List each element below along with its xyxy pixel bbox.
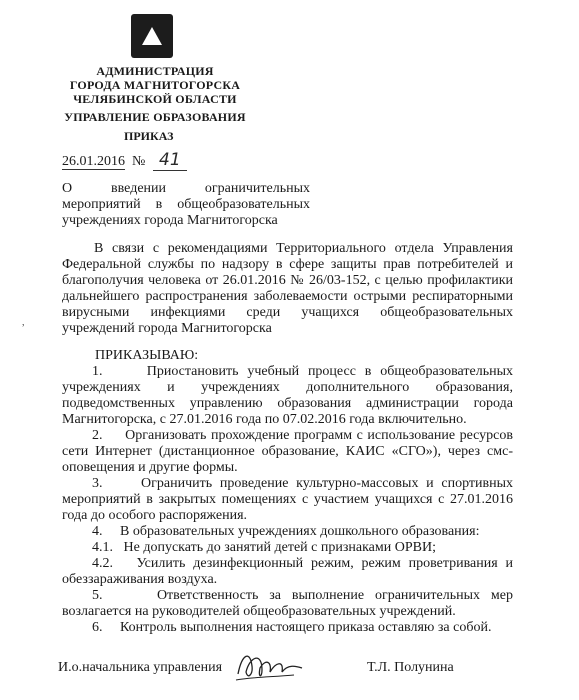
subject-word-2: введении [111,181,167,196]
number-sign: № [132,154,146,169]
preamble-paragraph: В связи с рекомендациями Территориального отдела Управления Федеральной службы по надзору в сфере защиты прав потребителей и благополучия человека от 26.01.2016 № 26/03-152, с целью профилактики дальнейшего распространения заболеваемости острыми респираторными вирусными инфекциями среди учащихся общеобразовательных учреждений города Магнитогорска [62,241,513,336]
order-subitem: 4.1. Не допускать до занятий детей с признаками ОРВИ; [92,540,436,555]
order-items [62,364,513,636]
margin-mark: , [22,317,25,328]
subject-word-1: О [62,181,73,196]
header-line-2: ГОРОДА МАГНИТОГОРСКА [69,78,241,92]
order-subitem: 4.2. Усилить дезинфекционный режим, режим проветривания и обеззараживания воздуха. [62,556,513,587]
order-word: ПРИКАЗЫВАЮ: [95,348,199,363]
department-name: УПРАВЛЕНИЕ ОБРАЗОВАНИЯ [64,110,246,124]
signer-role: И.о.начальника управления [58,660,223,675]
header-line-3: ЧЕЛЯБИНСКОЙ ОБЛАСТИ [73,92,237,106]
order-item: 3. Ограничить проведение культурно-массовых и спортивных мероприятий в закрытых помещениях с участием учащихся с 27.01.2016 года до особого распоряжения. [62,476,513,523]
date-number-line [62,150,187,171]
signer-name: Т.Л. Полунина [367,660,454,675]
subject-rest: мероприятий в общеобразовательных учреждениях города Магнитогорска [62,197,310,228]
order-item: 5. Ответственность за выполнение ограничительных мер возлагается на руководителей общеобразовательных учреждений. [62,588,513,619]
city-emblem-icon [131,14,173,58]
order-number: 41 [153,150,187,171]
order-item: 4. В образовательных учреждениях дошкольного образования: [92,524,480,539]
subject-word-3: ограничительных [204,181,310,196]
order-item: 6. Контроль выполнения настоящего приказа оставляю за собой. [92,620,492,635]
order-subject [62,181,310,229]
order-date: 26.01.2016 [62,154,125,169]
handwritten-signature [232,644,312,688]
document-type: ПРИКАЗ [124,129,174,143]
header-line-1: АДМИНИСТРАЦИЯ [96,64,214,78]
order-item: 1. Приостановить учебный процесс в общеобразовательных учреждениях и учреждениях дополнительного образования, подведомственных управлению образования администрации города Магнитогорска, с 27.01.2016 года по 07.02.2016 года включительно. [62,364,513,427]
order-item: 2. Организовать прохождение программ с использование ресурсов сети Интернет (дистанционное образование, КАИС «СГО»), через смс-оповещения и другие формы. [62,428,513,475]
